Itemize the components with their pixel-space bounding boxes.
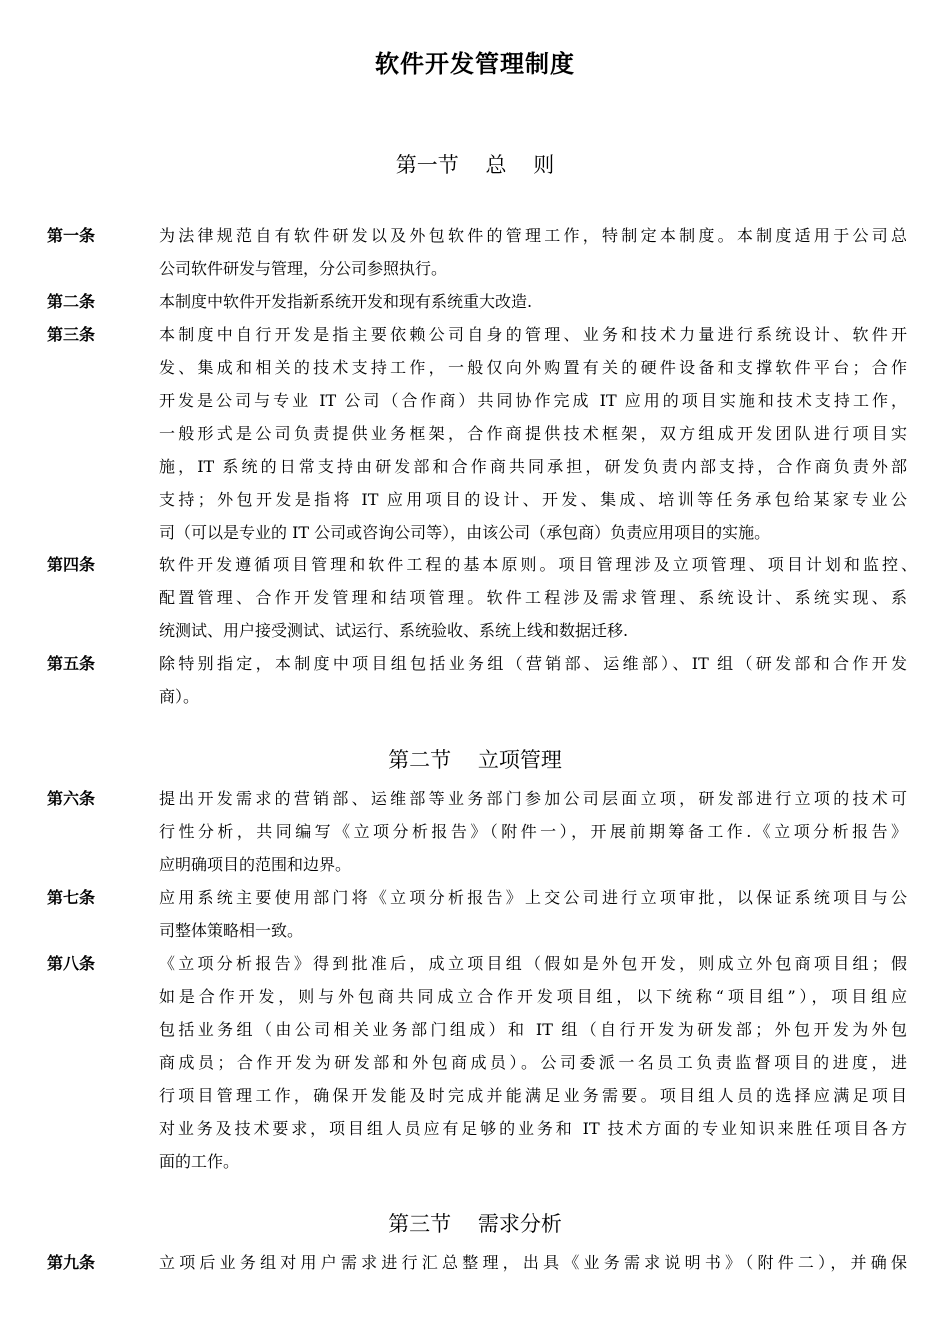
article-label: 第八条	[47, 954, 96, 973]
article-line: 商成员；合作开发为研发部和外包商成员）。公司委派一名员工负责监督项目的进度，进	[159, 1053, 907, 1072]
article-line: 《立项分析报告》得到批准后，成立项目组（假如是外包开发，则成立外包商项目组；假	[159, 954, 907, 973]
article-line: 为法律规范自有软件研发以及外包软件的管理工作，特制定本制度。本制度适用于公司总	[159, 226, 907, 245]
article-line: 本制度中自行开发是指主要依赖公司自身的管理、业务和技术力量进行系统设计、软件开	[159, 325, 907, 344]
article-line: 对业务及技术要求，项目组人员应有足够的业务和 IT 技术方面的专业知识来胜任项目各方	[159, 1119, 907, 1138]
section-heading-2: 第二节 立项管理	[388, 748, 562, 772]
article-line: 行项目管理工作，确保开发能及时完成并能满足业务需要。项目组人员的选择应满足项目	[159, 1086, 907, 1105]
article-line: 配置管理、合作开发管理和结项管理。软件工程涉及需求管理、系统设计、系统实现、系	[159, 588, 907, 607]
article-line: 提出开发需求的营销部、运维部等业务部门参加公司层面立项，研发部进行立项的技术可	[159, 789, 907, 808]
article-body	[159, 1246, 907, 1279]
article-line: 应用系统主要使用部门将《立项分析报告》上交公司进行立项审批，以保证系统项目与公	[159, 888, 907, 907]
article-line: 发、集成和相关的技术支持工作，一般仅向外购置有关的硬件设备和支撑软件平台；合作	[159, 358, 907, 377]
article-line: 开发是公司与专业 IT 公司（合作商）共同协作完成 IT 应用的项目实施和技术支持工作，	[159, 391, 907, 410]
article-label: 第二条	[47, 292, 96, 311]
article-line: 立项后业务组对用户需求进行汇总整理，出具《业务需求说明书》（附件二），并确保	[159, 1253, 907, 1272]
article-line: 统测试、用户接受测试、试运行、系统验收、系统上线和数据迁移.	[159, 621, 629, 640]
article-line: 除特别指定，本制度中项目组包括业务组（营销部、运维部）、IT 组（研发部和合作开发	[159, 654, 907, 673]
article-label: 第五条	[47, 654, 96, 673]
article-label: 第六条	[47, 789, 96, 808]
article-label: 第四条	[47, 555, 96, 574]
article-body	[159, 947, 907, 1178]
article-body	[159, 219, 907, 285]
article-body	[159, 285, 907, 318]
document-title: 软件开发管理制度	[375, 50, 575, 78]
article-line: 司（可以是专业的 IT 公司或咨询公司等），由该公司（承包商）负责应用项目的实施。	[159, 523, 771, 542]
article-line: 软件开发遵循项目管理和软件工程的基本原则。项目管理涉及立项管理、项目计划和监控、	[159, 555, 917, 574]
article-line: 本制度中软件开发指新系统开发和现有系统重大改造.	[159, 292, 533, 311]
article-line: 如是合作开发，则与外包商共同成立合作开发项目组，以下统称“项目组”），项目组应	[159, 987, 907, 1006]
article-body	[159, 647, 907, 713]
article-label: 第一条	[47, 226, 96, 245]
article-label: 第七条	[47, 888, 96, 907]
article-line: 支持；外包开发是指将 IT 应用项目的设计、开发、集成、培训等任务承包给某家专业公	[159, 490, 907, 509]
article-line: 应明确项目的范围和边界。	[159, 855, 352, 874]
article-label: 第九条	[47, 1253, 96, 1272]
article-line: 公司软件研发与管理，分公司参照执行。	[159, 259, 448, 278]
article-body	[159, 548, 917, 647]
section-heading-3: 第三节 需求分析	[388, 1212, 562, 1236]
article-line: 面的工作。	[159, 1152, 240, 1171]
article-body	[159, 318, 907, 549]
article-label: 第三条	[47, 325, 96, 344]
article-body	[159, 782, 907, 881]
article-line: 包括业务组（由公司相关业务部门组成）和 IT 组（自行开发为研发部；外包开发为外包	[159, 1020, 907, 1039]
article-line: 施，IT 系统的日常支持由研发部和合作商共同承担，研发负责内部支持，合作商负责外部	[159, 457, 907, 476]
section-heading-1: 第一节 总 则	[395, 153, 555, 177]
article-body	[159, 881, 907, 947]
article-line: 行性分析，共同编写《立项分析报告》（附件一），开展前期筹备工作.《立项分析报告》	[159, 822, 907, 841]
article-line: 商）。	[159, 687, 200, 706]
article-line: 一般形式是公司负责提供业务框架，合作商提供技术框架，双方组成开发团队进行项目实	[159, 424, 907, 443]
article-line: 司整体策略相一致。	[159, 921, 304, 940]
